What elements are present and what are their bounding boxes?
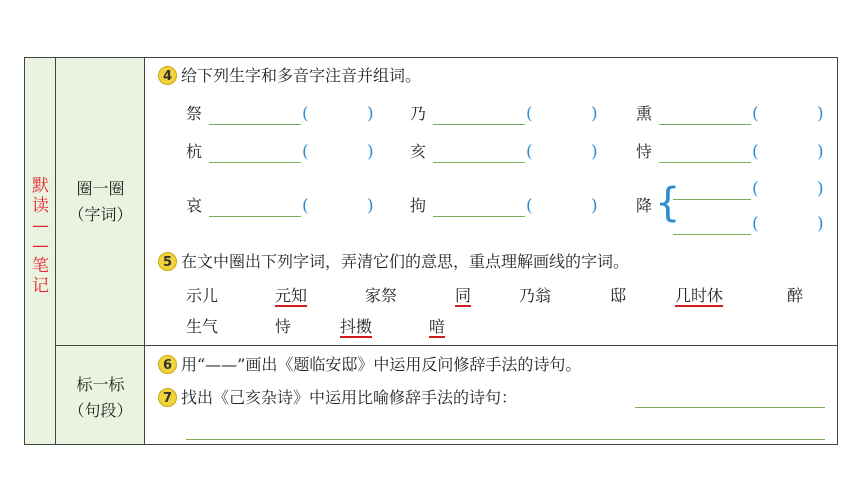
question-number-badge: 6 xyxy=(158,355,177,374)
word-item: 邸 xyxy=(610,286,627,305)
paren-close: ) xyxy=(367,104,374,124)
pinyin-line[interactable] xyxy=(659,162,751,163)
section-label: 默 读 — — 笔 记 xyxy=(32,176,49,296)
pinyin-line[interactable] xyxy=(433,162,525,163)
char-hang: 杭 xyxy=(186,142,203,161)
row-divider xyxy=(56,345,837,346)
word-item-underlined: 抖擞 xyxy=(340,317,373,336)
word-item-underlined: 同 xyxy=(455,286,472,305)
word-item-underlined: 元知 xyxy=(275,286,308,305)
pinyin-line[interactable] xyxy=(209,124,301,125)
paren-open: ( xyxy=(302,196,309,216)
paren-open: ( xyxy=(752,104,759,124)
paren-close: ) xyxy=(367,196,374,216)
category-circle: 圈一圈 （字词） xyxy=(68,179,133,224)
pinyin-line[interactable] xyxy=(433,124,525,125)
question-5: 5 在文中圈出下列字词，弄清它们的意思，重点理解画线的字词。 xyxy=(158,251,629,273)
question-7: 7 找出《己亥杂诗》中运用比喻修辞手法的诗句： xyxy=(158,387,517,409)
category-mark: 标一标 （句段） xyxy=(68,375,133,420)
notes-table xyxy=(24,57,838,445)
char-ji: 祭 xyxy=(186,104,203,123)
question-6: 6 用“——”画出《题临安邸》中运用反问修辞手法的诗句。 xyxy=(158,354,581,376)
answer-line[interactable] xyxy=(186,439,825,440)
char-hai: 亥 xyxy=(410,142,427,161)
char-jiang: 降 xyxy=(636,196,653,215)
char-ai: 哀 xyxy=(186,196,203,215)
question-4: 4 给下列生字和多音字注音并组词。 xyxy=(158,65,421,87)
paren-close: ) xyxy=(591,104,598,124)
word-item-underlined: 几时休 xyxy=(675,286,724,305)
paren-open: ( xyxy=(526,104,533,124)
section-label-column xyxy=(25,58,56,444)
paren-open: ( xyxy=(526,142,533,162)
word-item-underlined: 喑 xyxy=(429,317,446,336)
char-nai: 乃 xyxy=(410,104,427,123)
word-item: 乃翁 xyxy=(519,286,552,305)
pinyin-line[interactable] xyxy=(209,216,301,217)
pinyin-line[interactable] xyxy=(209,162,301,163)
word-item: 家祭 xyxy=(365,286,398,305)
paren-open: ( xyxy=(302,142,309,162)
question-number-badge: 5 xyxy=(158,252,177,271)
pinyin-line[interactable] xyxy=(433,216,525,217)
paren-close: ) xyxy=(817,214,824,234)
answer-line[interactable] xyxy=(635,407,825,408)
paren-close: ) xyxy=(591,196,598,216)
word-item: 恃 xyxy=(275,317,292,336)
question-number-badge: 4 xyxy=(158,66,177,85)
char-shi: 恃 xyxy=(636,142,653,161)
char-xun: 熏 xyxy=(636,104,653,123)
word-item: 生气 xyxy=(186,317,219,336)
pinyin-line[interactable] xyxy=(673,234,751,235)
paren-close: ) xyxy=(367,142,374,162)
paren-close: ) xyxy=(817,142,824,162)
paren-close: ) xyxy=(591,142,598,162)
question-number-badge: 7 xyxy=(158,388,177,407)
paren-open: ( xyxy=(752,214,759,234)
word-item: 醉 xyxy=(787,286,804,305)
word-item: 示儿 xyxy=(186,286,219,305)
pinyin-line[interactable] xyxy=(659,124,751,125)
pinyin-line[interactable] xyxy=(673,199,751,200)
paren-open: ( xyxy=(752,142,759,162)
char-ju: 拘 xyxy=(410,196,427,215)
paren-close: ) xyxy=(817,104,824,124)
paren-open: ( xyxy=(526,196,533,216)
paren-close: ) xyxy=(817,179,824,199)
paren-open: ( xyxy=(302,104,309,124)
brace-icon: { xyxy=(655,180,681,226)
paren-open: ( xyxy=(752,179,759,199)
